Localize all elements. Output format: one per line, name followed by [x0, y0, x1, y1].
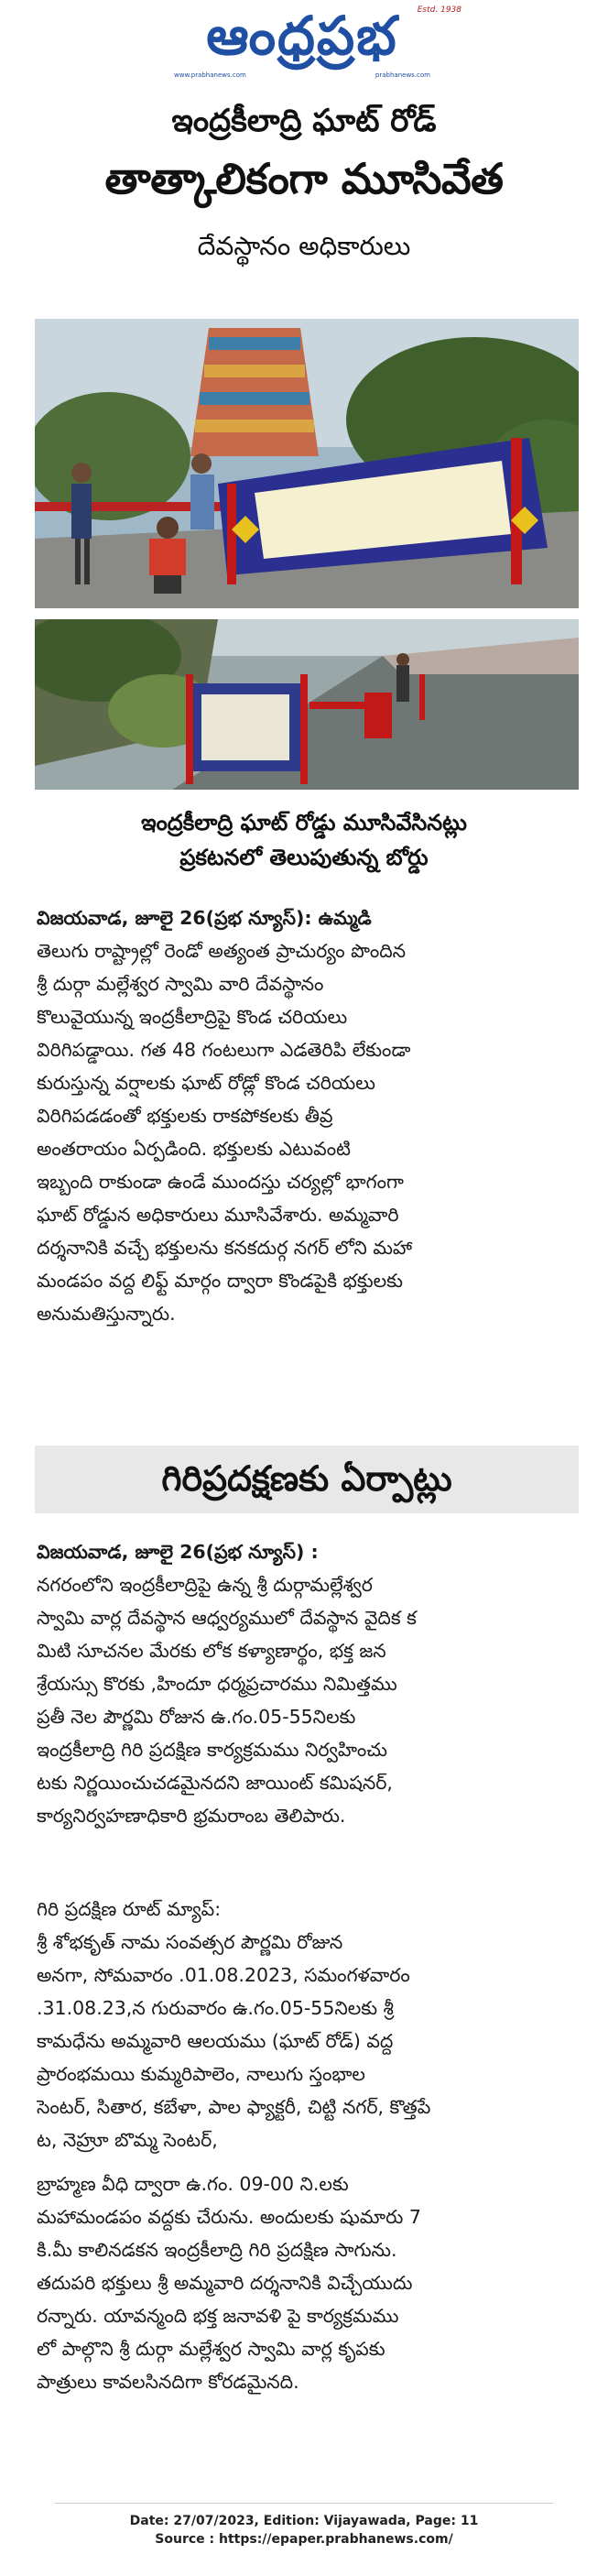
body-line: కామధేను అమ్మవారి ఆలయము (ఘాట్ రోడ్) వద్ద	[37, 2030, 394, 2052]
article-headline: తాత్కాలికంగా మూసివేత	[104, 154, 504, 203]
logo-established: Estd. 1938	[417, 5, 461, 15]
masthead	[0, 0, 608, 88]
body-line: విజయవాడ, జూలై 26(ప్రభ న్యూస్) :	[37, 1541, 319, 1563]
body-line: స్వామి వార్ల దేవస్థాన ఆధ్వర్యములో దేవస్థాన వైదిక క	[37, 1607, 417, 1629]
body-line: బ్రాహ్మణ వీధి ద్వారా ఉ.గం. 09-00 ని.లకు	[37, 2173, 349, 2195]
body-line: ఇంద్రకీలాద్రి గిరి ప్రదక్షిణ కార్యక్రమము నిర్వహించు	[37, 1739, 387, 1761]
body-line: తెలుగు రాష్ట్రాల్లో రెండో అత్యంత ప్రాచుర్యం పొందిన	[37, 940, 407, 962]
body-line: నగరంలోని ఇంద్రకీలాద్రిపై ఉన్న శ్రీ దుర్గామల్లేశ్వర	[37, 1574, 373, 1596]
body-line: కి.మీ కాలినడకన ఇంద్రకీలాద్రి గిరి ప్రదక్షిణ సాగును.	[37, 2239, 397, 2261]
body-line: రన్నారు. యావన్మంది భక్త జనావళి పై కార్యక్రమము	[37, 2305, 399, 2327]
body-line: .31.08.23,న గురువారం ఉ.గం.05-55నిలకు శ్రీ	[37, 1997, 394, 2019]
body-line: గిరి ప్రదక్షిణ రూట్ మ్యాప్:	[37, 1898, 222, 1920]
body-line: తదుపరి భక్తులు శ్రీ అమ్మవారి దర్శనానికి విచ్చేయుదు	[37, 2272, 413, 2294]
body-line: సెంటర్, సితార, కబేళా, పాల ఫ్యాక్టరీ, చిట్టి నగర్, కొత్తపే	[37, 2096, 431, 2118]
body-line: అనగా, సోమవారం .01.08.2023, సమంగళవారం	[37, 1964, 410, 1986]
body-line: పాత్రులు కావలసినదిగా కోరడమైనది.	[37, 2371, 299, 2393]
body-line: కార్యనిర్వహణాధికారి భ్రమరాంబ తెలిపారు.	[37, 1805, 346, 1827]
footer-date-edition: Date: 27/07/2023, Edition: Vijayawada, Page: 11	[129, 2514, 479, 2528]
body-line: విరిగిపడ్డాయి. గత 48 గంటలుగా ఎడతెరిపి లేకుండా	[37, 1039, 411, 1061]
body-line: అనుమతిస్తున్నారు.	[37, 1303, 176, 1325]
body-line: ప్రారంభమయి కుమ్మరిపాలెం, నాలుగు స్తంభాల	[37, 2063, 365, 2085]
photo-ghat-road-barricade	[35, 619, 579, 790]
body-line: టకు నిర్ణయించుచడమైనదని జాయింట్ కమిషనర్,	[37, 1772, 393, 1794]
article-subhead: గిరిప్రదక్షణకు ఏర్పాట్లు	[161, 1458, 452, 1499]
article-byline: దేవస్థానం అధికారులు	[197, 231, 411, 261]
article-body-paragraph-1	[37, 901, 577, 1330]
article-kicker: ఇంద్రకీలాద్రి ఘాట్ రోడ్	[171, 103, 437, 139]
logo-text: ఆంధ్రప్రభ	[206, 5, 398, 67]
subhead-box	[35, 1446, 579, 1513]
footer-source-link[interactable]: Source : https://epaper.prabhanews.com/	[155, 2532, 453, 2547]
body-line: కురుస్తున్న వర్షాలకు ఘాట్ రోడ్లో కొండ చరియలు	[37, 1072, 375, 1094]
photo-caption-line2: ప్రకటనలో తెలుపుతున్న బోర్డు	[179, 845, 429, 870]
footer-divider	[55, 2503, 553, 2504]
body-line: దర్శనానికి వచ్చే భక్తులను కనకదుర్గ నగర్ లోని మహా	[37, 1237, 413, 1259]
body-line: విరిగిపడడంతో భక్తులకు రాకపోకలకు తీవ్ర	[37, 1105, 333, 1127]
photo-workers-banner	[35, 319, 579, 608]
article-body-paragraph-4	[37, 2167, 577, 2398]
body-line: అంతరాయం ఏర్పడింది. భక్తులకు ఎటువంటి	[37, 1138, 351, 1160]
body-line: శ్రేయస్సు కొరకు ,హిందూ ధర్మప్రచారము నిమిత్తము	[37, 1673, 397, 1695]
body-line: ఇబ్బంది రాకుండా ఉండే ముందస్తు చర్యల్లో భాగంగా	[37, 1171, 404, 1193]
article-body-paragraph-3	[37, 1893, 577, 2156]
logo-url-right: prabhanews.com	[375, 71, 430, 79]
logo-url-left: www.prabhanews.com	[174, 71, 246, 79]
body-line: మహామండపం వద్దకు చేరును. అందులకు షుమారు 7	[37, 2206, 421, 2228]
body-line: కొలువైయున్న ఇంద్రకీలాద్రిపై కొండ చరియలు	[37, 1006, 348, 1028]
body-line: మిటి సూచనల మేరకు లోక కళ్యాణార్థం, భక్త జన	[37, 1640, 386, 1662]
newspaper-logo[interactable]	[137, 4, 467, 81]
body-line: మండపం వద్ద లిఫ్ట్ మార్గం ద్వారా కొండపైకి భక్తులకు	[37, 1270, 403, 1292]
body-line: శ్రీ శోభకృత్ నామ సంవత్సర పౌర్ణమి రోజున	[37, 1931, 343, 1953]
body-line: ప్రతీ నెల పౌర్ణమి రోజున ఉ.గం.05-55నిలకు	[37, 1706, 356, 1728]
body-line: ఘాట్ రోడ్డున అధికారులు మూసివేశారు. అమ్మవారి	[37, 1204, 399, 1226]
body-line: విజయవాడ, జూలై 26(ప్రభ న్యూస్): ఉమ్మడి	[37, 907, 372, 929]
page-footer	[0, 2512, 608, 2549]
body-line: లో పాల్గొని శ్రీ దుర్గా మల్లేశ్వర స్వామి వార్ల కృపకు	[37, 2338, 385, 2360]
photo-caption-line1: ఇంద్రకీలాద్రి ఘాట్ రోడ్డు మూసివేసినట్లు	[141, 810, 467, 835]
body-line: శ్రీ దుర్గా మల్లేశ్వర స్వామి వారి దేవస్థానం	[37, 973, 324, 995]
article-body-paragraph-2	[37, 1535, 577, 1832]
body-line: ట, నెహ్రూ బొమ్మ సెంటర్,	[37, 2129, 218, 2151]
